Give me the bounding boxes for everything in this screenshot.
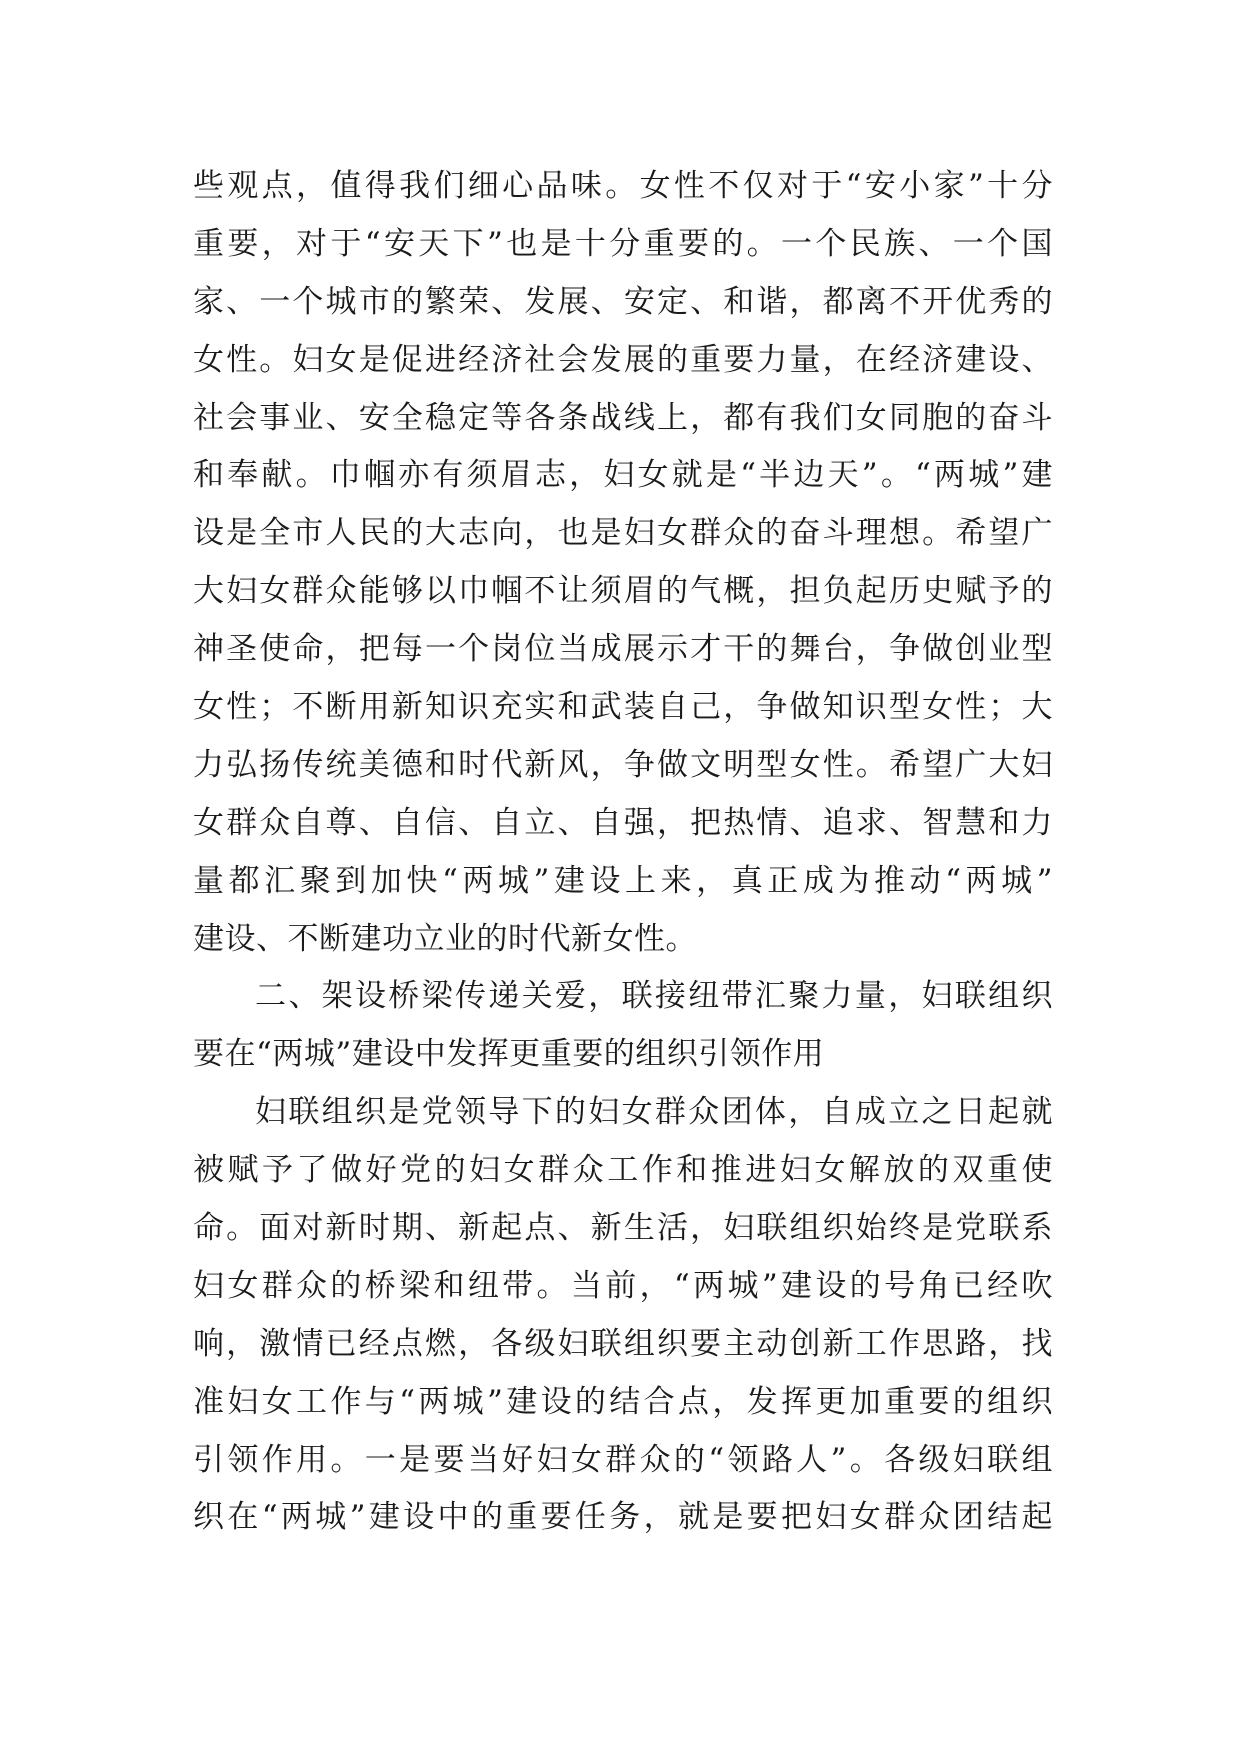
text-line: 力弘扬传统美德和时代新风，争做文明型女性。希望广大妇 bbox=[193, 746, 1053, 783]
text-line: 妇联组织是党领导下的妇女群众团体，自成立之日起就 bbox=[255, 1094, 1053, 1131]
text-line: 重要，对于“安天下”也是十分重要的。一个民族、一个国 bbox=[193, 225, 1053, 262]
text-line: 被赋予了做好党的妇女群众工作和推进妇女解放的双重使 bbox=[193, 1152, 1053, 1189]
text-line: 织在“两城”建设中的重要任务，就是要把妇女群众团结起 bbox=[193, 1499, 1053, 1536]
text-line: 女群众自尊、自信、自立、自强，把热情、追求、智慧和力 bbox=[193, 804, 1053, 841]
text-line: 妇女群众的桥梁和纽带。当前，“两城”建设的号角已经吹 bbox=[193, 1267, 1053, 1304]
text-line: 命。面对新时期、新起点、新生活，妇联组织始终是党联系 bbox=[193, 1210, 1053, 1247]
text-line: 设是全市人民的大志向，也是妇女群众的奋斗理想。希望广 bbox=[193, 515, 1053, 552]
text-line: 女性；不断用新知识充实和武装自己，争做知识型女性；大 bbox=[193, 689, 1053, 726]
text-line: 引领作用。一是要当好妇女群众的“领路人”。各级妇联组 bbox=[193, 1441, 1053, 1478]
text-line: 大妇女群众能够以巾帼不让须眉的气概，担负起历史赋予的 bbox=[193, 573, 1053, 610]
text-line: 量都汇聚到加快“两城”建设上来，真正成为推动“两城” bbox=[193, 862, 1053, 899]
text-line: 社会事业、安全稳定等各条战线上，都有我们女同胞的奋斗 bbox=[193, 399, 1053, 436]
text-line: 响，激情已经点燃，各级妇联组织要主动创新工作思路，找 bbox=[193, 1325, 1053, 1362]
text-line: 女性。妇女是促进经济社会发展的重要力量，在经济建设、 bbox=[193, 341, 1053, 378]
text-line: 家、一个城市的繁荣、发展、安定、和谐，都离不开优秀的 bbox=[193, 283, 1053, 320]
section-heading-line: 二、架设桥梁传递关爱，联接纽带汇聚力量，妇联组织 bbox=[255, 978, 1053, 1015]
text-line: 准妇女工作与“两城”建设的结合点，发挥更加重要的组织 bbox=[193, 1383, 1053, 1420]
body-text bbox=[193, 158, 1053, 1547]
text-line: 建设、不断建功立业的时代新女性。 bbox=[193, 920, 697, 957]
text-line: 神圣使命，把每一个岗位当成展示才干的舞台，争做创业型 bbox=[193, 631, 1053, 668]
text-line: 和奉献。巾帼亦有须眉志，妇女就是“半边天”。“两城”建 bbox=[193, 457, 1053, 494]
text-line: 些观点，值得我们细心品味。女性不仅对于“安小家”十分 bbox=[193, 168, 1053, 204]
section-heading-line: 要在“两城”建设中发挥更重要的组织引领作用 bbox=[193, 1036, 825, 1073]
